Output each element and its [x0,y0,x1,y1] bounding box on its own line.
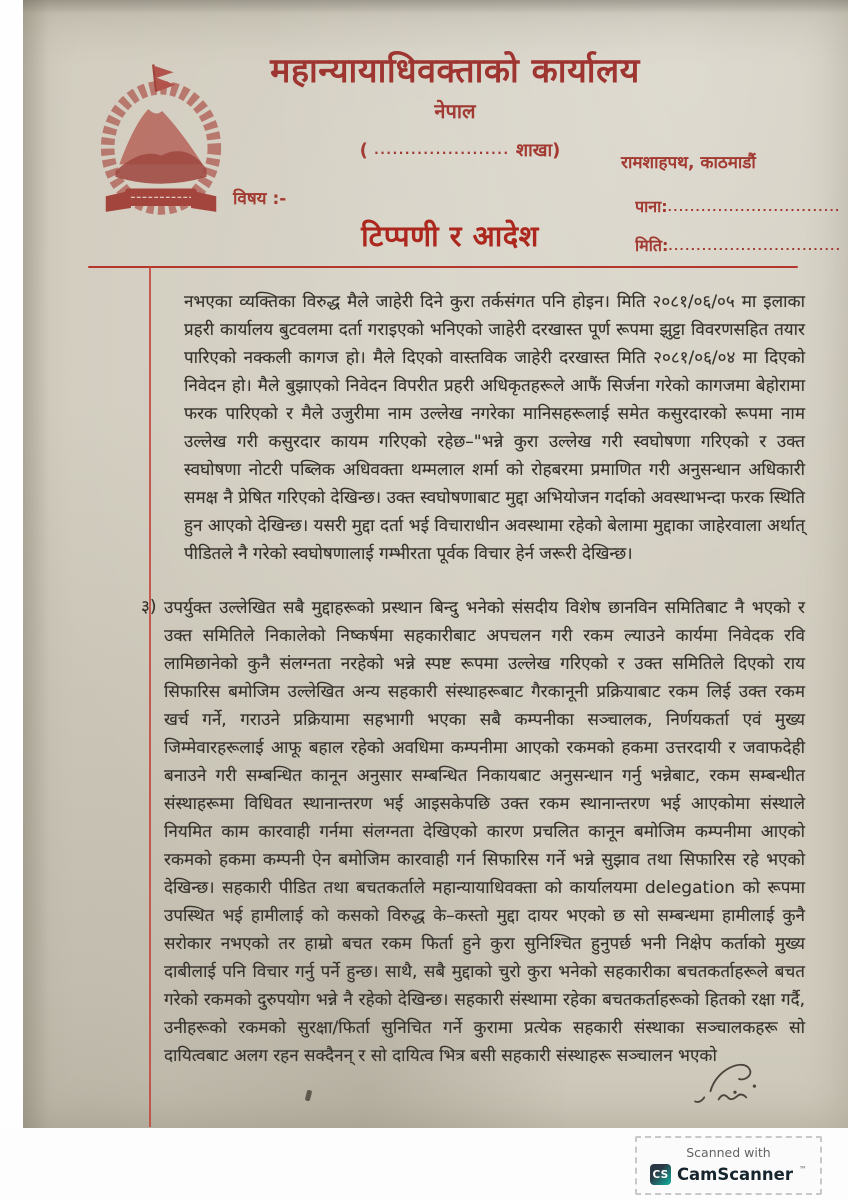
document-paper [23,0,848,1128]
scanned-with-label: Scanned with [686,1145,771,1160]
document-title: टिप्पणी र आदेश [361,219,539,253]
page-dotted-blank: ............................... [667,201,841,214]
list-item-number: ३) [141,597,157,617]
branch-dotted-blank: ...................... [374,143,510,157]
body-paragraph-item-3: उपर्युक्त उल्लेखित सबै मुद्दाहरूको प्रस्थान बिन्दु भनेको संसदीय विशेष छानविन समितिबाट नै भएको र उक्त समितिले निकालेको निष्कर्षमा सहकारीबाट अपचलन गरी रकम ल्याउने कार्यमा निवेदक रवि लामिछानेको कुनै संलग्नता नरहेको भन्ने स्पष्ट रूपमा उल्लेख गरिएको र उक्त समितिले दिएको राय सिफारिस बमोजिम उल्लेखित अन्य सहकारी संस्थाहरूबाट गैरकानूनी प्रक्रियाबाट रकम लिई उक्त रकम खर्च गर्ने, गराउने प्रक्रियामा सहभागी भएका सबै कम्पनीका सञ्चालक, निर्णयकर्ता एवं मुख्य जिम्मेवारहरूलाई आफू बहाल रहेको अवधिमा कम्पनीमा आएको रकमको हकमा उत्तरदायी र जवाफदेही बनाउने गरी सम्बन्धित कानून अनुसार सम्बन्धित निकायबाट अनुसन्धान गर्नु भन्नेबाट, रकम सम्बन्धीत संस्थाहरूमा विधिवत स्थानान्तरण भई आइसकेपछि उक्त रकम स्थानान्तरण भई आएकोमा संस्थाले नियमित काम कारवाही गर्नमा संलग्नता देखिएको कारण प्रचलित कानून बमोजिम कम्पनीमा आएको रकमको हकमा कम्पनी ऐन बमोजिम कारवाही गर्न सिफारिस गर्ने भन्ने सुझाव तथा सिफारिस रहे भएको देखिन्छ। सहकारी पीडित तथा बचतकर्ताले महान्यायाधिवक्ता को कार्यालयमा delegation को रूपमा उपस्थित भई हामीलाई को कसको विरुद्ध के–कस्तो मुद्दा दायर भएको छ सो सम्बन्धमा हामीलाई कुनै सरोकार नभएको तर हाम्रो बचत रकम फिर्ता हुने कुरा सुनिश्चित हुनुपर्छ भनी निक्षेप कर्ताको मुख्य दाबीलाई पनि विचार गर्नु पर्ने हुन्छ। साथै, सबै मुद्दाको चुरो कुरा भनेको सहकारीका बचतकर्ताहरूले बचत गरेको रकमको दुरुपयोग भन्ने नै रहेको देखिन्छ। सहकारी संस्थामा रहेका बचतकर्ताहरूको हितको रक्षा गर्दै, उनीहरूको रकमको सुरक्षा/फिर्ता सुनिचित गर्ने कुरामा प्रत्येक सहकारी संस्थाका सञ्चालकहरू सो दायित्वबाट अलग रहन सक्दैनन् र सो दायित्व भित्र बसी सहकारी संस्थाहरू सञ्चालन भएको [164,598,805,1066]
camscanner-name: CamScanner [676,1165,793,1184]
trademark-symbol: ™ [799,1165,807,1174]
branch-open-paren: ( [359,140,368,161]
date-field-label: मिति: [635,236,669,255]
branch-label: शाखा) [515,140,561,161]
date-dotted-blank: ............................... [668,240,842,253]
body-paragraph-continuation: नभएका व्यक्तिका विरुद्ध मैले जाहेरी दिने कुरा तर्कसंगत पनि होइन। मिति २०८१/०६/०५ मा इलाका प्रहरी कार्यालय बुटवलमा दर्ता गराइएको भनिएको जाहेरी दरखास्त पूर्ण रूपमा झुट्टा विवरणसहित तयार पारिएको नक्कली कागज हो। मैले दिएको वास्तविक जाहेरी दरखास्त मिति २०८१/०६/०४ मा दिएको निवेदन हो। मैले बुझाएको निवेदन विपरीत प्रहरी अधिकृतहरूले आफैं सिर्जना गरेको कागजमा बेहोरामा फरक पारिएको र मैले उजुरीमा नाम उल्लेख नगरेका मानिसहरूलाई समेत कसुरदारको रूपमा नाम उल्लेख गरी कसुरदार कायम गरिएको रहेछ–"भन्ने कुरा उल्लेख गरी स्वघोषणा गरिएको र उक्त स्वघोषणा नोटरी पब्लिक अधिवक्ता थम्मलाल शर्मा को रोहबरमा प्रमाणित गरी अनुसन्धान अधिकारी समक्ष नै प्रेषित गरिएको देखिन्छ। उक्त स्वघोषणाबाट मुद्दा अभियोजन गर्दाको अवस्थाभन्दा फरक स्थिति हुन आएको देखिन्छ। यसरी मुद्दा दर्ता भई विचाराधीन अवस्थामा रहेको बेलामा मुद्दाका जाहेरवाला अर्थात् पीडितले नै गरेको स्वघोषणालाई गम्भीरता पूर्वक विचार हेर्न जरूरी देखिन्छ। [184,292,805,564]
paper-edge-shadow [23,0,49,1128]
camscanner-watermark [635,1136,822,1195]
camscanner-icon: CS [650,1164,671,1185]
header-divider-line [88,266,798,268]
office-name: महान्यायाधिवक्ताको कार्यालय [270,51,640,91]
branch-line [305,138,615,162]
page-number-field [635,195,845,217]
scan-footer [0,1128,848,1200]
page-field-label: पाना: [635,197,668,216]
left-margin-line [149,267,151,1127]
ink-mark [305,1090,313,1102]
country-name: नेपाल [434,99,476,123]
signature-scribble-icon [690,1050,782,1112]
date-field [635,234,845,256]
office-address: रामशाहपथ, काठमाडौं [621,153,756,173]
camscanner-brand-row [650,1164,807,1185]
handwritten-initial [690,1050,782,1112]
subject-label: विषय :- [233,189,287,209]
